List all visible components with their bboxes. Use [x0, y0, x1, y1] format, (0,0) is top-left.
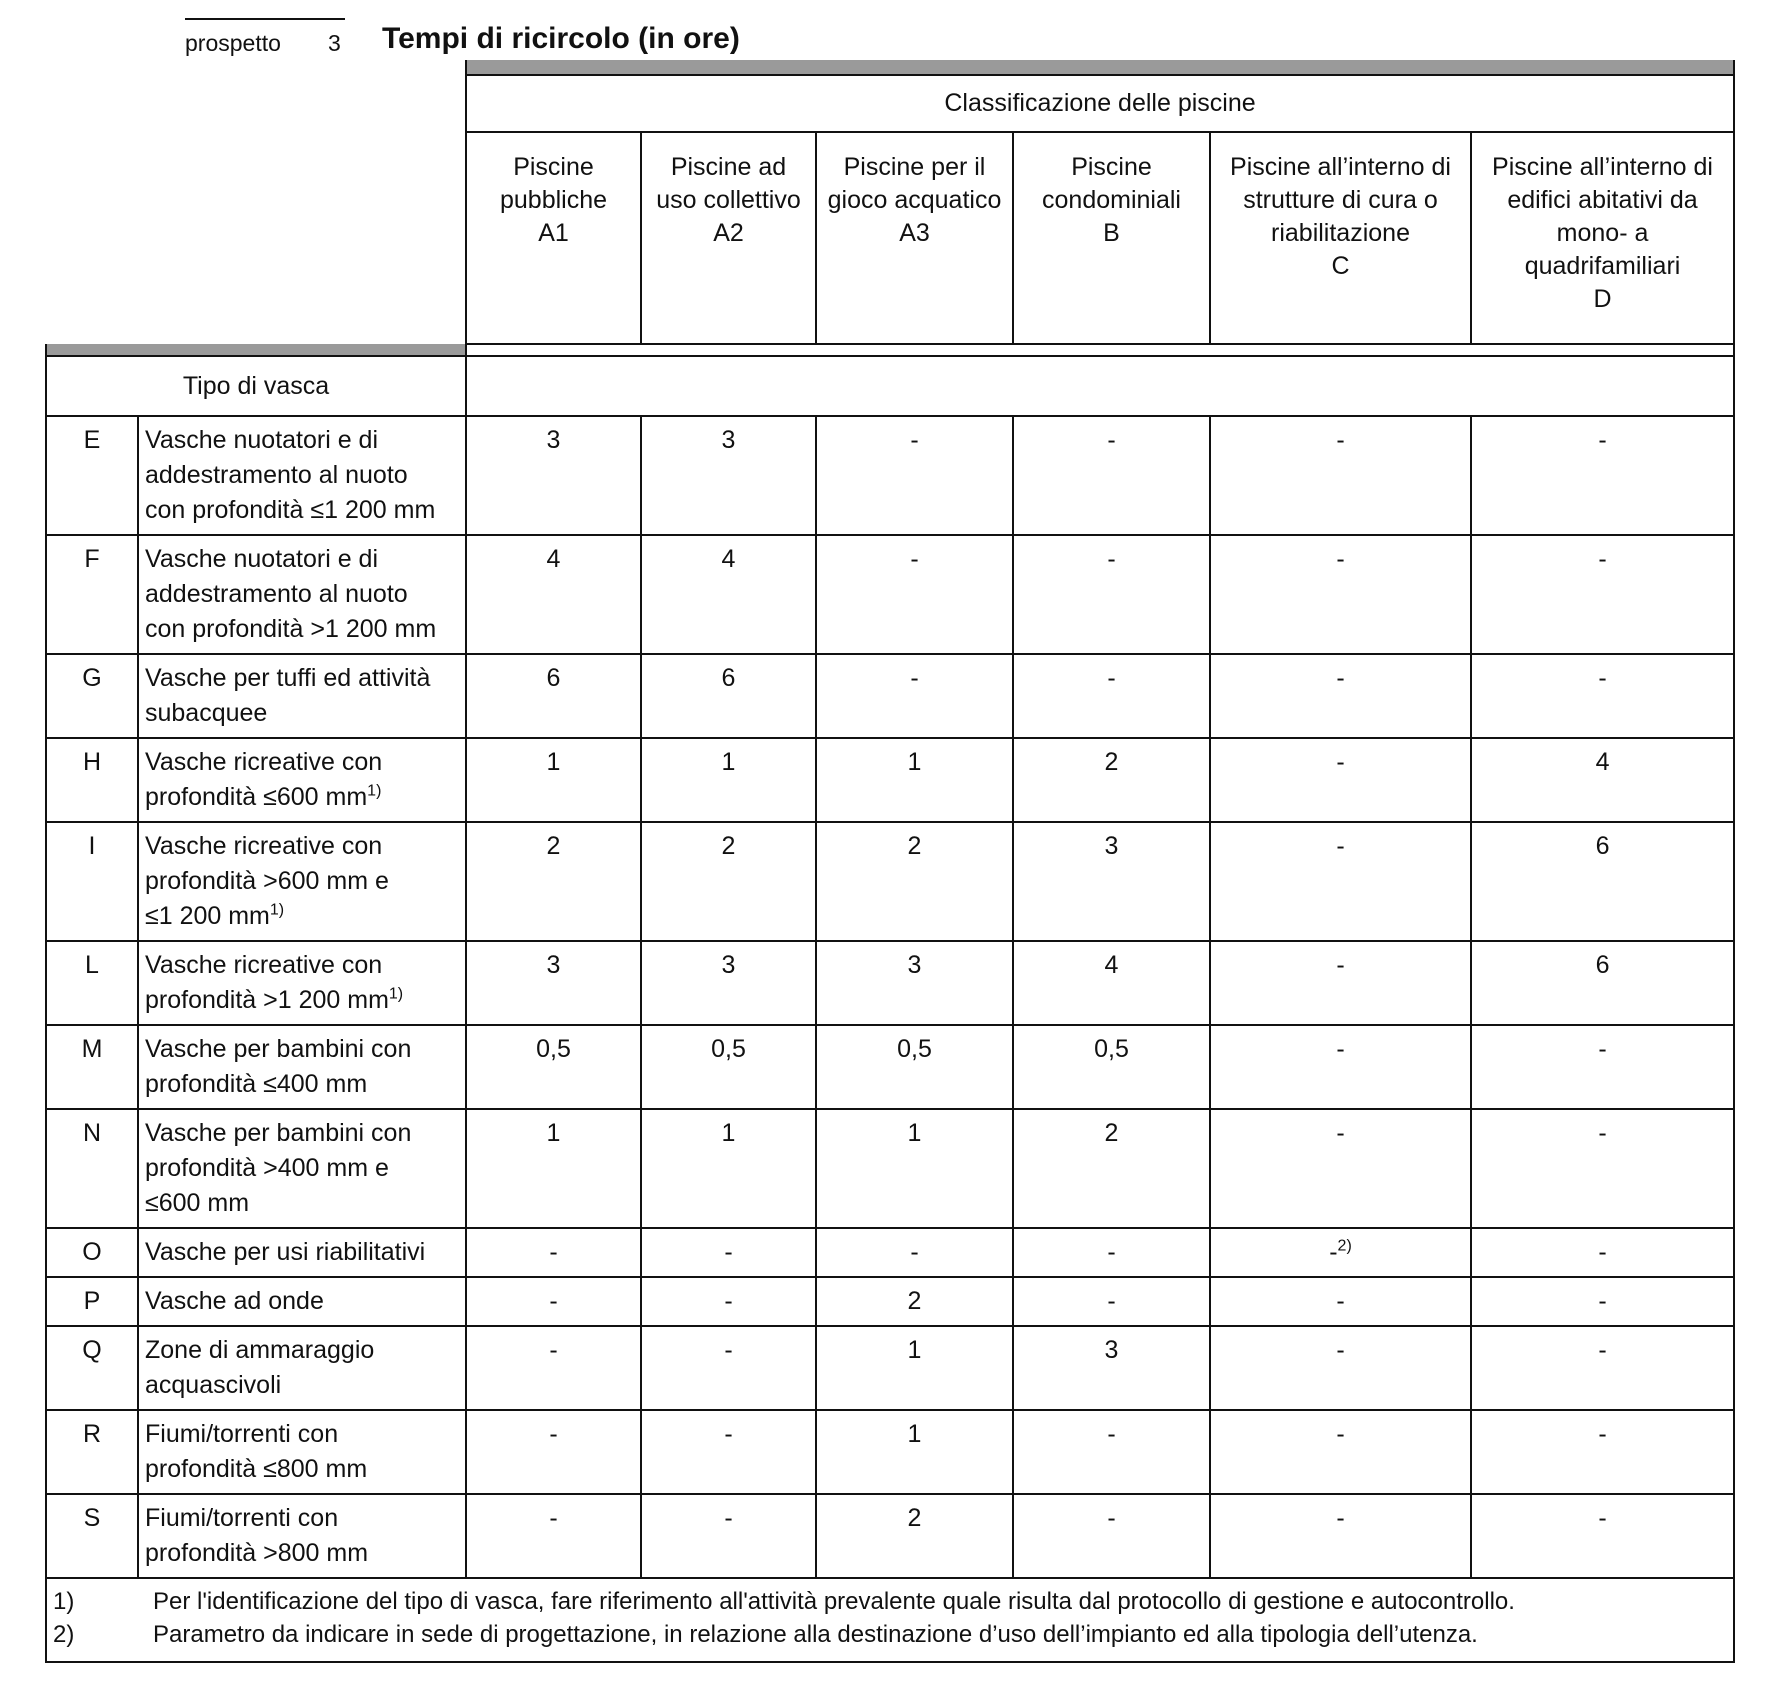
- row-code: M: [46, 1025, 138, 1109]
- value-cell: [1210, 941, 1471, 1025]
- description-line: Vasche ricreative con: [145, 748, 383, 776]
- table-row: [46, 822, 1734, 941]
- value-cell: [1013, 1494, 1210, 1578]
- value-text: 3: [1104, 1336, 1119, 1364]
- value-text: -: [1107, 664, 1116, 692]
- value-text: 3: [1104, 832, 1119, 860]
- column-header-line: pubbliche: [499, 186, 608, 214]
- value-cell: [816, 1025, 1013, 1109]
- description-line: Fiumi/torrenti con: [145, 1504, 339, 1532]
- value-text: 0,5: [711, 1035, 746, 1063]
- value-cell: [1471, 1410, 1734, 1494]
- value-cell: [816, 1494, 1013, 1578]
- row-description: [138, 1277, 466, 1326]
- value-text: 4: [546, 545, 561, 573]
- column-header-line: edifici abitativi da: [1507, 186, 1698, 214]
- footnote-key: 2): [53, 1621, 75, 1648]
- value-text: -: [1107, 545, 1116, 573]
- value-cell: [466, 535, 641, 654]
- footnote-ref: 1): [269, 901, 285, 919]
- column-header-line: C: [1331, 252, 1350, 280]
- value-text: 4: [1104, 951, 1119, 979]
- column-header-line: mono- a: [1556, 219, 1649, 247]
- description-line: profondità ≤600 mm: [145, 783, 368, 811]
- value-cell: [641, 941, 816, 1025]
- value-text: 3: [721, 426, 736, 454]
- column-header: [466, 132, 641, 344]
- description-line: Fiumi/torrenti con: [145, 1420, 339, 1448]
- value-cell: [466, 1109, 641, 1228]
- tipo-header: Tipo di vasca: [46, 356, 466, 416]
- value-cell: [641, 654, 816, 738]
- value-cell: [1210, 1228, 1471, 1277]
- column-header-line: A1: [538, 219, 569, 247]
- heading-number: 3: [328, 30, 341, 56]
- value-text: 1: [907, 1119, 922, 1147]
- value-text: 2: [907, 1504, 922, 1532]
- footnote-text: Parametro da indicare in sede di progettazione, in relazione alla destinazione d’uso dell’impianto ed alla tipologia dell’utenza.: [153, 1621, 1478, 1648]
- value-cell: [641, 1410, 816, 1494]
- value-text: -: [1336, 1119, 1345, 1147]
- value-text: -: [1598, 1238, 1607, 1266]
- value-cell: [466, 738, 641, 822]
- description-line: profondità ≤800 mm: [145, 1455, 368, 1483]
- table-row: [46, 535, 1734, 654]
- value-cell: [1471, 1109, 1734, 1228]
- description-line: subacquee: [145, 699, 268, 727]
- value-text: 6: [721, 664, 736, 692]
- value-text: -: [1598, 1119, 1607, 1147]
- value-cell: [816, 654, 1013, 738]
- row-description: [138, 1494, 466, 1578]
- description-line: Vasche per usi riabilitativi: [145, 1238, 426, 1266]
- column-header-line: Piscine all’interno di: [1230, 153, 1451, 181]
- value-cell: [1013, 416, 1210, 535]
- value-cell: [466, 941, 641, 1025]
- value-cell: [1013, 1277, 1210, 1326]
- value-text: 6: [1595, 832, 1610, 860]
- value-cell: [1471, 822, 1734, 941]
- column-header-line: condominiali: [1042, 186, 1181, 214]
- value-text: -: [1107, 1504, 1116, 1532]
- value-cell: [1210, 1277, 1471, 1326]
- row-code: I: [46, 822, 138, 941]
- description-line: Vasche ricreative con: [145, 951, 383, 979]
- value-cell: [1013, 654, 1210, 738]
- row-description: [138, 738, 466, 822]
- row-description: [138, 1109, 466, 1228]
- table-row: [46, 654, 1734, 738]
- value-cell: [1471, 1494, 1734, 1578]
- value-text: -: [1598, 545, 1607, 573]
- table-row: [46, 1025, 1734, 1109]
- column-header: [1471, 132, 1734, 344]
- footnote-ref: 1): [367, 782, 382, 800]
- value-text: 1: [907, 748, 922, 776]
- value-text: 1: [907, 1336, 922, 1364]
- value-cell: [641, 1277, 816, 1326]
- value-text: 3: [546, 426, 561, 454]
- table-row: [46, 1228, 1734, 1277]
- column-header-line: Piscine ad: [670, 153, 787, 181]
- value-cell: [466, 1494, 641, 1578]
- row-description: [138, 822, 466, 941]
- value-text: 1: [546, 748, 561, 776]
- column-header-line: riabilitazione: [1271, 219, 1410, 247]
- value-cell: [641, 738, 816, 822]
- value-text: -: [1598, 1504, 1607, 1532]
- row-description: [138, 1228, 466, 1277]
- column-header-line: A3: [899, 219, 930, 247]
- value-cell: [1471, 738, 1734, 822]
- description-line: addestramento al nuoto: [145, 580, 408, 608]
- description-line: Vasche nuotatori e di: [145, 545, 379, 573]
- value-cell: [466, 1228, 641, 1277]
- value-text: -: [724, 1420, 733, 1448]
- column-header: [1210, 132, 1471, 344]
- heading-rule: [185, 18, 345, 20]
- value-text: -: [1598, 1336, 1607, 1364]
- row-description: [138, 1326, 466, 1410]
- value-cell: [641, 416, 816, 535]
- column-header: [816, 132, 1013, 344]
- value-text: 0,5: [1094, 1035, 1129, 1063]
- value-cell: [1013, 1025, 1210, 1109]
- value-cell: [1210, 738, 1471, 822]
- value-text: -: [1336, 1420, 1345, 1448]
- row-code: E: [46, 416, 138, 535]
- description-line: profondità ≤400 mm: [145, 1070, 368, 1098]
- column-header: [1013, 132, 1210, 344]
- value-cell: [1210, 416, 1471, 535]
- row-code: P: [46, 1277, 138, 1326]
- value-cell: [641, 1025, 816, 1109]
- value-cell: [816, 1228, 1013, 1277]
- description-line: ≤600 mm: [145, 1189, 250, 1217]
- recirculation-table: [45, 60, 1735, 1663]
- value-cell: [1013, 1410, 1210, 1494]
- value-cell: [1013, 1109, 1210, 1228]
- value-text: -: [1598, 1287, 1607, 1315]
- value-text: -: [724, 1238, 733, 1266]
- footnote-key: 1): [53, 1588, 75, 1615]
- value-cell: [1471, 1025, 1734, 1109]
- row-description: [138, 1410, 466, 1494]
- column-header-line: uso collettivo: [656, 186, 801, 214]
- value-cell: [466, 654, 641, 738]
- footnote-ref: 1): [388, 985, 404, 1003]
- row-code: N: [46, 1109, 138, 1228]
- row-code: L: [46, 941, 138, 1025]
- value-cell: [641, 1494, 816, 1578]
- description-line: profondità >600 mm e: [145, 867, 389, 895]
- value-cell: [466, 1277, 641, 1326]
- value-text: 0,5: [897, 1035, 932, 1063]
- row-description: [138, 941, 466, 1025]
- value-cell: [641, 822, 816, 941]
- value-text: -: [549, 1287, 558, 1315]
- column-header-line: A2: [713, 219, 744, 247]
- value-cell: [1210, 1494, 1471, 1578]
- column-header-line: Piscine: [513, 153, 594, 181]
- value-cell: [816, 1109, 1013, 1228]
- column-header-line: quadrifamiliari: [1524, 252, 1681, 280]
- table-heading: [185, 18, 1085, 58]
- row-description: [138, 654, 466, 738]
- row-code: Q: [46, 1326, 138, 1410]
- description-line: con profondità >1 200 mm: [145, 615, 437, 643]
- value-text: -: [910, 426, 919, 454]
- value-text: 2: [1104, 1119, 1119, 1147]
- value-cell: [816, 535, 1013, 654]
- footnote-ref: 2): [1337, 1237, 1352, 1255]
- value-cell: [641, 1326, 816, 1410]
- value-text: 2: [721, 832, 736, 860]
- value-text: -: [1598, 1420, 1607, 1448]
- value-cell: [816, 1326, 1013, 1410]
- value-cell: [816, 738, 1013, 822]
- value-text: 0,5: [536, 1035, 571, 1063]
- value-cell: [641, 535, 816, 654]
- value-text: -: [1336, 951, 1345, 979]
- column-header-line: B: [1103, 219, 1120, 247]
- value-cell: [466, 1410, 641, 1494]
- group-header: Classificazione delle piscine: [466, 75, 1734, 132]
- value-text: 3: [546, 951, 561, 979]
- footnote: [53, 1585, 1727, 1618]
- value-text: -: [1329, 1238, 1338, 1266]
- value-text: 2: [546, 832, 561, 860]
- value-text: -: [1598, 426, 1607, 454]
- value-cell: [1210, 535, 1471, 654]
- description-line: profondità >400 mm e: [145, 1154, 389, 1182]
- value-text: 4: [1595, 748, 1610, 776]
- value-text: 3: [907, 951, 922, 979]
- table-row: [46, 941, 1734, 1025]
- value-cell: [641, 1109, 816, 1228]
- value-text: -: [1336, 426, 1345, 454]
- column-header-line: Piscine all’interno di: [1492, 153, 1713, 181]
- value-text: -: [1598, 1035, 1607, 1063]
- column-header-line: D: [1593, 285, 1612, 313]
- table-row: [46, 1109, 1734, 1228]
- value-cell: [1210, 1410, 1471, 1494]
- value-text: -: [549, 1336, 558, 1364]
- value-text: -: [910, 1238, 919, 1266]
- tipo-gray-bar: [46, 344, 466, 356]
- value-text: 3: [721, 951, 736, 979]
- value-cell: [816, 822, 1013, 941]
- value-text: 2: [907, 832, 922, 860]
- value-cell: [1471, 416, 1734, 535]
- value-text: -: [724, 1287, 733, 1315]
- page-title: Tempi di ricircolo (in ore): [382, 22, 740, 55]
- value-cell: [1013, 535, 1210, 654]
- row-description: [138, 535, 466, 654]
- value-text: -: [1336, 1504, 1345, 1532]
- value-cell: [466, 822, 641, 941]
- value-text: -: [549, 1238, 558, 1266]
- value-text: -: [549, 1420, 558, 1448]
- heading-label: prospetto: [185, 30, 281, 56]
- value-text: -: [1598, 664, 1607, 692]
- row-code: G: [46, 654, 138, 738]
- value-text: -: [1107, 1287, 1116, 1315]
- value-cell: [816, 416, 1013, 535]
- row-code: R: [46, 1410, 138, 1494]
- footnotes: [46, 1578, 1734, 1662]
- value-cell: [1471, 535, 1734, 654]
- value-text: -: [1336, 832, 1345, 860]
- column-header-line: Piscine: [1071, 153, 1152, 181]
- description-line: Vasche per bambini con: [145, 1035, 412, 1063]
- column-header-line: strutture di cura o: [1243, 186, 1438, 214]
- value-text: -: [910, 664, 919, 692]
- row-code: O: [46, 1228, 138, 1277]
- value-text: -: [1107, 1420, 1116, 1448]
- value-cell: [641, 1228, 816, 1277]
- header-gray-bar: [466, 60, 1734, 75]
- description-line: Vasche ad onde: [145, 1287, 324, 1315]
- value-text: 1: [907, 1420, 922, 1448]
- value-text: -: [910, 545, 919, 573]
- value-text: 4: [721, 545, 736, 573]
- value-cell: [1471, 941, 1734, 1025]
- value-text: -: [1336, 1035, 1345, 1063]
- value-text: 1: [721, 748, 736, 776]
- value-cell: [1013, 822, 1210, 941]
- description-line: addestramento al nuoto: [145, 461, 408, 489]
- description-line: Zone di ammaraggio: [145, 1336, 375, 1364]
- table-row: [46, 1494, 1734, 1578]
- table-row: [46, 1277, 1734, 1326]
- value-cell: [816, 941, 1013, 1025]
- value-cell: [1210, 1326, 1471, 1410]
- description-line: Vasche ricreative con: [145, 832, 383, 860]
- description-line: Vasche per tuffi ed attività: [145, 664, 431, 692]
- description-line: ≤1 200 mm: [145, 902, 270, 930]
- value-text: 6: [546, 664, 561, 692]
- value-text: -: [1336, 1287, 1345, 1315]
- value-cell: [1210, 1025, 1471, 1109]
- value-text: -: [724, 1504, 733, 1532]
- description-line: Vasche per bambini con: [145, 1119, 412, 1147]
- column-header-line: gioco acquatico: [827, 186, 1002, 214]
- value-cell: [466, 416, 641, 535]
- row-code: S: [46, 1494, 138, 1578]
- row-description: [138, 1025, 466, 1109]
- description-line: Vasche nuotatori e di: [145, 426, 379, 454]
- value-text: 6: [1595, 951, 1610, 979]
- value-cell: [1210, 654, 1471, 738]
- value-cell: [1210, 1109, 1471, 1228]
- value-cell: [466, 1326, 641, 1410]
- footnote: [53, 1618, 1727, 1651]
- row-code: H: [46, 738, 138, 822]
- value-cell: [816, 1277, 1013, 1326]
- row-code: F: [46, 535, 138, 654]
- value-cell: [1210, 822, 1471, 941]
- value-cell: [1471, 1277, 1734, 1326]
- value-text: -: [1336, 1336, 1345, 1364]
- value-cell: [1471, 1326, 1734, 1410]
- value-text: -: [1336, 664, 1345, 692]
- value-cell: [1471, 654, 1734, 738]
- value-text: -: [1336, 545, 1345, 573]
- value-text: -: [549, 1504, 558, 1532]
- value-text: 1: [546, 1119, 561, 1147]
- value-cell: [816, 1410, 1013, 1494]
- value-cell: [1013, 1326, 1210, 1410]
- row-description: [138, 416, 466, 535]
- value-text: -: [1107, 1238, 1116, 1266]
- table-row: [46, 1326, 1734, 1410]
- description-line: profondità >800 mm: [145, 1539, 369, 1567]
- value-text: -: [1336, 748, 1345, 776]
- description-line: con profondità ≤1 200 mm: [145, 496, 436, 524]
- table-row: [46, 416, 1734, 535]
- description-line: acquascivoli: [145, 1371, 282, 1399]
- footnote-text: Per l'identificazione del tipo di vasca, fare riferimento all'attività prevalente quale risulta dal protocollo di gestione e autocontrollo.: [153, 1588, 1515, 1615]
- column-header: [641, 132, 816, 344]
- table-row: [46, 738, 1734, 822]
- value-text: -: [1107, 426, 1116, 454]
- value-cell: [1013, 941, 1210, 1025]
- value-cell: [1013, 1228, 1210, 1277]
- value-cell: [1013, 738, 1210, 822]
- table-row: [46, 1410, 1734, 1494]
- column-header-line: Piscine per il: [843, 153, 986, 181]
- value-cell: [466, 1025, 641, 1109]
- description-line: profondità >1 200 mm: [145, 986, 389, 1014]
- value-text: 2: [907, 1287, 922, 1315]
- value-text: 1: [721, 1119, 736, 1147]
- value-text: -: [724, 1336, 733, 1364]
- value-text: 2: [1104, 748, 1119, 776]
- value-cell: [1471, 1228, 1734, 1277]
